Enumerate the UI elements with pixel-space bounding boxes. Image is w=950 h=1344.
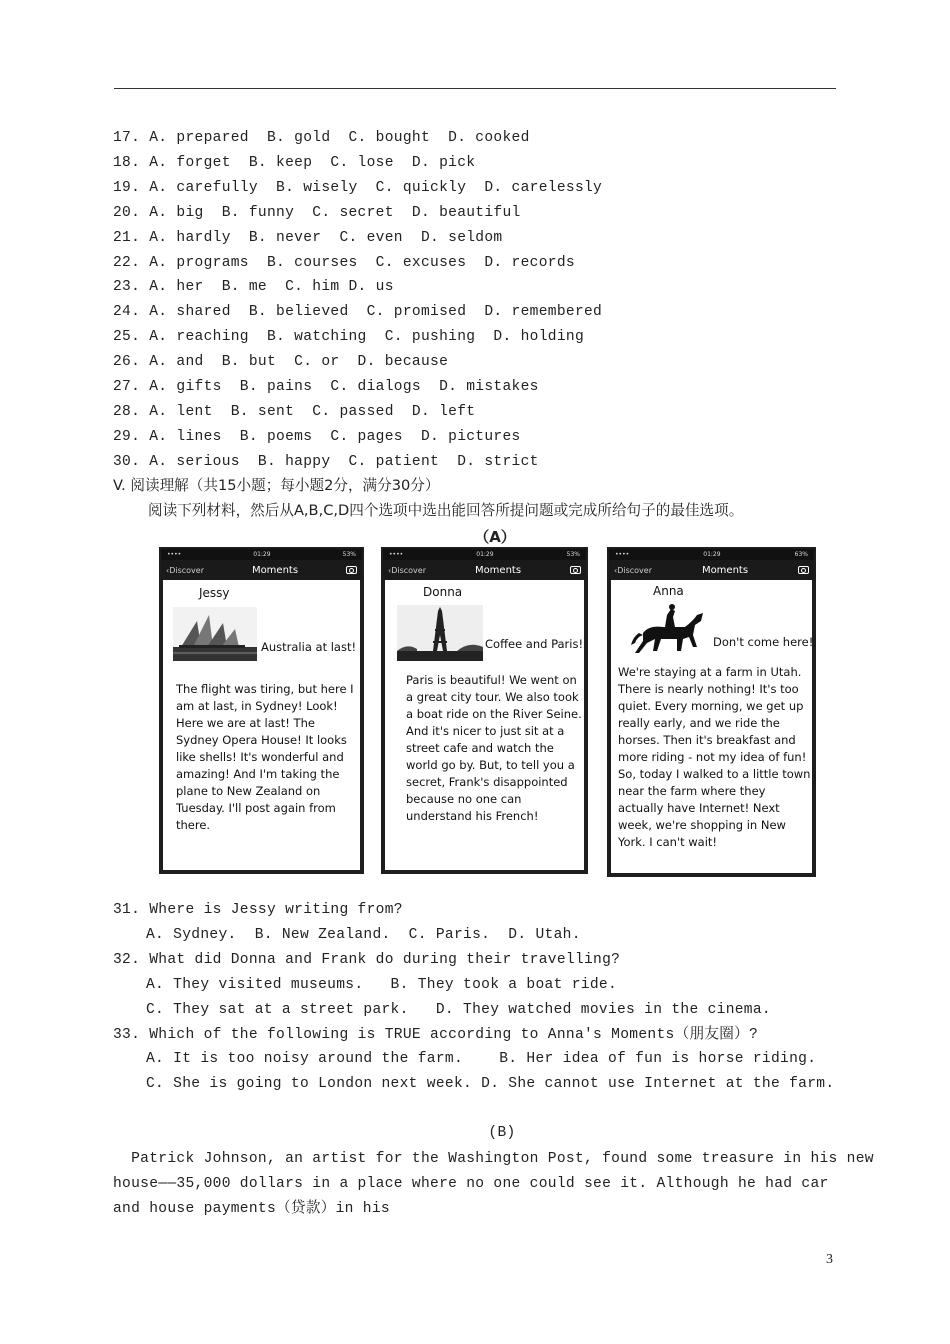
passage-b-line: house——35,000 dollars in a place where no one could see it. Although he had car <box>113 1176 829 1192</box>
question-33-options-ab: A. It is too noisy around the farm. B. Her idea of fun is horse riding. <box>146 1051 817 1067</box>
passage-b-line: Patrick Johnson, an artist for the Washington Post, found some treasure in his new <box>113 1151 874 1167</box>
status-bar <box>161 549 362 560</box>
signal-indicator: •••• <box>167 551 182 558</box>
cloze-option-line: 26. A. and B. but C. or D. because <box>113 354 449 371</box>
cloze-option-line: 30. A. serious B. happy C. patient D. strict <box>113 453 539 470</box>
horse-rider-icon <box>629 603 711 661</box>
cloze-option-line: 19. A. carefully B. wisely C. quickly D. carelessly <box>113 179 603 196</box>
section-v-instruction: 阅读下列材料，然后从A,B,C,D四个选项中选出能回答所提问题或完成所给句子的最佳选项。 <box>148 502 744 519</box>
phone-screenshot-jessy <box>159 547 364 874</box>
cloze-option-line: 28. A. lent B. sent C. passed D. left <box>113 403 476 420</box>
battery-indicator: 53% <box>342 551 356 558</box>
moment-post <box>383 580 586 872</box>
battery-indicator: 63% <box>794 551 808 558</box>
cloze-option-line: 22. A. programs B. courses C. excuses D. records <box>113 254 575 271</box>
back-label: Discover <box>617 565 652 575</box>
moment-post <box>161 580 362 872</box>
passage-a-label: （A） <box>474 528 516 546</box>
cloze-option-line: 29. A. lines B. poems C. pages D. pictures <box>113 428 521 445</box>
back-button: ‹Discover <box>166 565 204 575</box>
cloze-option-line: 24. A. shared B. believed C. promised D. remembered <box>113 304 603 321</box>
post-text: We're staying at a farm in Utah. There is nearly nothing! It's too quiet. Every morning, we get up really early, and we ride the horses. Then it's breakfast and more riding - not my idea of fun! So, today I walked to a little town near the farm where they actually have Internet! Next week, we're shopping in New York. I can't wait! <box>618 665 811 849</box>
username: Donna <box>423 585 463 599</box>
cloze-option-line: 20. A. big B. funny C. secret D. beautiful <box>113 204 521 221</box>
nav-bar <box>609 560 814 580</box>
back-button: ‹Discover <box>388 565 426 575</box>
username: Jessy <box>199 586 230 600</box>
back-label: Discover <box>391 565 426 575</box>
cloze-option-line: 27. A. gifts B. pains C. dialogs D. mistakes <box>113 379 539 395</box>
signal-indicator: •••• <box>615 551 630 558</box>
question-32-options-ab: A. They visited museums. B. They took a boat ride. <box>146 977 617 993</box>
status-bar <box>609 549 814 560</box>
signal-indicator: •••• <box>389 551 404 558</box>
phone-screenshot-donna <box>381 547 588 874</box>
camera-icon <box>570 566 581 574</box>
nav-bar <box>383 560 586 580</box>
post-caption: Don't come here! <box>713 635 814 649</box>
cloze-option-line: 21. A. hardly B. never C. even D. seldom <box>113 229 503 246</box>
nav-title: Moments <box>474 564 522 576</box>
question-32-options-cd: C. They sat at a street park. D. They watched movies in the cinema. <box>146 1002 771 1018</box>
question-31: 31. Where is Jessy writing from? <box>113 902 403 918</box>
username: Anna <box>653 584 684 598</box>
header-rule <box>114 88 836 89</box>
post-caption: Australia at last! <box>261 640 357 654</box>
clock: 01:29 <box>476 551 494 558</box>
page-number: 3 <box>826 1252 833 1267</box>
moment-post <box>609 580 814 875</box>
back-button: ‹Discover <box>614 565 652 575</box>
nav-title: Moments <box>251 564 299 576</box>
status-bar <box>383 549 586 560</box>
post-caption: Coffee and Paris! <box>485 637 584 651</box>
cloze-option-line: 17. A. prepared B. gold C. bought D. cooked <box>113 130 530 146</box>
battery-indicator: 53% <box>566 551 580 558</box>
clock: 01:29 <box>703 551 721 558</box>
clock: 01:29 <box>253 551 271 558</box>
question-31-options: A. Sydney. B. New Zealand. C. Paris. D. Utah. <box>146 927 581 943</box>
passage-b-label: (B) <box>488 1125 516 1141</box>
cloze-option-line: 18. A. forget B. keep C. lose D. pick <box>113 154 476 171</box>
camera-icon <box>798 566 809 574</box>
post-text: Paris is beautiful! We went on a great city tour. We also took a boat ride on the River Seine. And it's nicer to just sit at a street cafe and watch the world go by. But, to tell you a secret, Frank's disappointed because no one can understand his French! <box>406 673 582 823</box>
sydney-opera-house-icon <box>173 607 257 661</box>
section-v-title: V. 阅读理解（共15小题；每小题2分，满分30分） <box>113 477 440 494</box>
question-33-options-cd: C. She is going to London next week. D. She cannot use Internet at the farm. <box>146 1076 835 1092</box>
camera-icon <box>346 566 357 574</box>
cloze-option-line: 25. A. reaching B. watching C. pushing D. holding <box>113 329 584 346</box>
cloze-option-line: 23. A. her B. me C. him D. us <box>113 279 394 296</box>
post-text: The flight was tiring, but here I am at last, in Sydney! Look! Here we are at last! The Sydney Opera House! It looks like shells! It's wonderful and amazing! And I'm taking the plane to New Zealand on Tuesday. I'll post again from there. <box>176 682 354 832</box>
back-label: Discover <box>169 565 204 575</box>
nav-bar <box>161 560 362 580</box>
eiffel-tower-icon <box>397 605 483 661</box>
question-32: 32. What did Donna and Frank do during their travelling? <box>113 952 621 968</box>
nav-title: Moments <box>701 564 749 576</box>
question-33: 33. Which of the following is TRUE according to Anna's Moments（朋友圈）? <box>113 1027 759 1043</box>
phone-screenshot-anna <box>607 547 816 877</box>
passage-b-line: and house payments（贷款）in his <box>113 1201 390 1217</box>
